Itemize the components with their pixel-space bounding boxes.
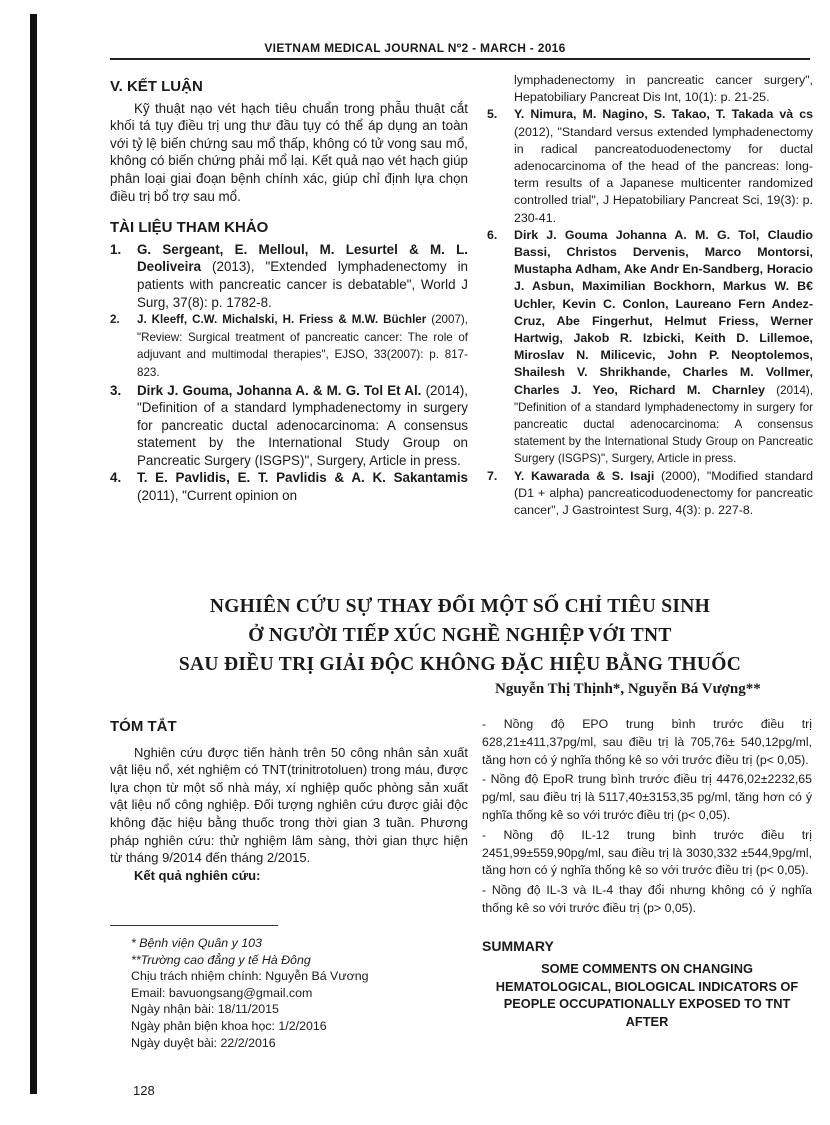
- reference-authors: Dirk J. Gouma, Johanna A. & M. G. Tol Et Al.: [137, 382, 422, 398]
- abstract-left: [110, 712, 468, 884]
- margin-bar: [30, 14, 37, 1094]
- reference-body: [137, 311, 468, 381]
- reference-authors: Y. Nimura, M. Nagino, S. Takao, T. Takada và cs: [514, 107, 813, 122]
- result-bullet: - Nồng độ IL-3 và IL-4 thay đổi nhưng không có ý nghĩa thống kê so với trước điều trị (p> 0,05).: [482, 883, 812, 915]
- reference-authors: G. Sergeant, E. Melloul, M. Lesurtel & M. L. Deoliveira: [137, 241, 468, 275]
- reference-authors: Y. Kawarada & S. Isaji: [514, 468, 655, 483]
- reference-item: [110, 311, 468, 381]
- footnotes: [131, 935, 461, 1051]
- left-column: [110, 72, 468, 505]
- reference-body: [514, 106, 813, 226]
- conclusion-text: Kỹ thuật nạo vét hạch tiêu chuẩn trong phẫu thuật cắt khối tá tụy điều trị ung thư đầu tụy có thể áp dụng an toàn với tỷ lệ biến chứng sau mổ thấp, không có tử vong sau mổ, không có biến chứng phải mổ lại. Kết quả nạo vét hạch giúp phân loại giai đoạn bệnh chính xác, giúp chỉ định lựa chọn điều trị bổ trợ sau mổ.: [110, 100, 468, 204]
- page-number: 128: [133, 1083, 155, 1098]
- conclusion-heading: V. KẾT LUẬN: [110, 78, 203, 95]
- reference-item: [487, 106, 813, 226]
- reference-number: 4.: [110, 470, 122, 486]
- reference-number: 2.: [110, 313, 120, 327]
- reference-item: [487, 227, 813, 468]
- responsible-author: Chịu trách nhiệm chính: Nguyễn Bá Vương: [131, 969, 369, 984]
- result-bullet: - Nồng độ IL-12 trung bình trước điều trị 2451,99±559,90pg/ml, sau điều trị là 3030,332 ±544,9pg/ml, tăng hơn có ý nghĩa thống kê so với trước điều trị (p< 0,05).: [482, 827, 812, 878]
- email: Email: bavuongsang@gmail.com: [131, 985, 313, 1000]
- summary-heading: SUMMARY: [482, 938, 554, 954]
- article-authors: Nguyễn Thị Thịnh*, Nguyễn Bá Vượng**: [495, 681, 761, 697]
- date-reviewed: Ngày phản biện khoa học: 1/2/2016: [131, 1018, 327, 1033]
- affiliation-1: * Bệnh viện Quân y 103: [131, 936, 262, 950]
- results-heading: Kết quả nghiên cứu:: [134, 867, 261, 883]
- reference-item: [110, 469, 468, 504]
- reference-item: [487, 468, 813, 520]
- reference-text: (2011), "Current opinion on: [137, 488, 298, 504]
- abstract-heading: TÓM TẮT: [110, 718, 177, 735]
- reference-text: (2014), "Definition of a standard lymphadenectomy in surgery for pancreatic ductal adenocarcinoma: A consensus statement by the International Study Group on Pancreatic Surgery (ISGPS)", Surgery, Article in press.: [137, 382, 468, 468]
- affiliation-2: **Trường cao đẳng y tế Hà Đông: [131, 952, 311, 967]
- result-bullet: - Nồng độ EpoR trung bình trước điều trị 4476,02±2232,65 pg/ml, sau điều trị là 5117,40±3153,35 pg/ml, tăng hơn có ý nghĩa thống kê so với trước điều trị (p< 0,05).: [482, 772, 812, 822]
- summary-title: SOME COMMENTS ON CHANGING HEMATOLOGICAL, BIOLOGICAL INDICATORS OF PEOPLE OCCUPATIONALLY EXPOSED TO TNT AFTER: [495, 961, 799, 1029]
- right-column: [487, 72, 813, 519]
- references-heading: TÀI LIỆU THAM KHẢO: [110, 219, 269, 237]
- reference-authors: J. Kleeff, C.W. Michalski, H. Friess & M.W. Büchler: [137, 313, 427, 327]
- running-header: VIETNAM MEDICAL JOURNAL Nº2 - MARCH - 2016: [264, 41, 566, 55]
- reference-text: (2000), "Modified standard (D1 + alpha) pancreaticoduodenectomy for pancreatic cancer", J Gastrointest Surg, 4(3): p. 227-8.: [514, 468, 813, 518]
- date-received: Ngày nhận bài: 18/11/2015: [131, 1002, 279, 1017]
- reference-item: [110, 241, 468, 311]
- header-rule: [110, 58, 810, 60]
- reference-body: [514, 227, 813, 468]
- article-title: [110, 592, 810, 679]
- reference-body: [137, 382, 468, 470]
- footnote-rule: [110, 925, 278, 926]
- abstract-text: Nghiên cứu được tiến hành trên 50 công nhân sản xuất vật liệu nổ, xét nghiệm có TNT(trinitrotoluen) trong máu, được lựa chọn từ một số nhà máy, xí nghiệp quốc phòng sản xuất vật liệu nổ công nghiệp. Đối tượng nghiên cứu được giải độc không đặc hiệu bằng thuốc trong thời gian 3 tuần. Phương pháp nghiên cứu: thử nghiệm lâm sàng, thời gian thực hiện từ tháng 9/2014 đến tháng 2/2015.: [110, 744, 468, 866]
- title-line: NGHIÊN CỨU SỰ THAY ĐỔI MỘT SỐ CHỈ TIÊU SINH: [209, 596, 711, 617]
- reference-number: 6.: [487, 227, 498, 242]
- reference-text: (2007), "Review: Surgical treatment of pancreatic cancer: The role of adjuvant and multimodal therapies", EJSO, 33(2007): p. 817-823.: [137, 313, 468, 379]
- result-bullet: - Nồng độ EPO trung bình trước điều trị 628,21±411,37pg/ml, sau điều trị là 705,76± 540,12pg/ml, tăng hơn có ý nghĩa thống kê so với trước điều trị (p< 0,05).: [482, 717, 812, 767]
- reference-item: [110, 382, 468, 470]
- reference-continuation: lymphadenectomy in pancreatic cancer surgery", Hepatobiliary Pancreat Dis Int, 10(1): p. 21-25.: [514, 73, 813, 105]
- title-line: Ở NGƯỜI TIẾP XÚC NGHỀ NGHIỆP VỚI TNT: [248, 625, 672, 646]
- reference-authors: Dirk J. Gouma Johanna A. M. G. Tol, Claudio Bassi, Christos Dervenis, Marco Montorsi, Mustapha Adham, Ake Andr En-Sandberg, Horacio J. Asbun, Maximilian Bockhorn, Markus W. B€ Uchler, Kevin C. Conlon, Laureano Fern Andez-Cruz, Abe Fingerhut, Helmut Friess, Werner Hartwig, Jakob R. Izbicki, Keith D. Lillemoe, Miroslav N. Milicevic, John P. Neoptolemos, Shailesh V. Shrikhande, Charles M. Vollmer, Charles J. Yeo, Richard M. Charnley: [514, 227, 813, 397]
- reference-number: 3.: [110, 382, 122, 398]
- reference-number: 7.: [487, 468, 498, 483]
- reference-body: [514, 468, 813, 520]
- date-accepted: Ngày duyệt bài: 22/2/2016: [131, 1035, 276, 1050]
- reference-text: (2013), "Extended lymphadenectomy in patients with pancreatic cancer is debatable", World J Surg, 37(8): p. 1782-8.: [137, 259, 468, 310]
- reference-body: [137, 241, 468, 311]
- reference-number: 1.: [110, 241, 122, 257]
- reference-authors: T. E. Pavlidis, E. T. Pavlidis & A. K. Sakantamis: [137, 470, 468, 486]
- reference-text: (2014), "Definition of a standard lymphadenectomy in surgery for pancreatic ductal adenocarcinoma: A consensus statement by the International Study Group on Pancreatic Surgery (ISGPS)", Surgery, Article in press.: [514, 383, 813, 466]
- title-line: SAU ĐIỀU TRỊ GIẢI ĐỘC KHÔNG ĐẶC HIỆU BẰNG THUỐC: [178, 654, 742, 675]
- reference-text: (2012), "Standard versus extended lymphadenectomy in radical pancreatoduodenectomy for ductal adenocarcinoma of the head of the pancreas: long-term results of a Japanese multicenter randomized controlled trial", J Hepatobiliary Pancreat Sci, 19(3): p. 230-41.: [514, 124, 813, 225]
- abstract-right: [482, 716, 812, 920]
- reference-number: 5.: [487, 107, 498, 122]
- reference-body: [137, 469, 468, 504]
